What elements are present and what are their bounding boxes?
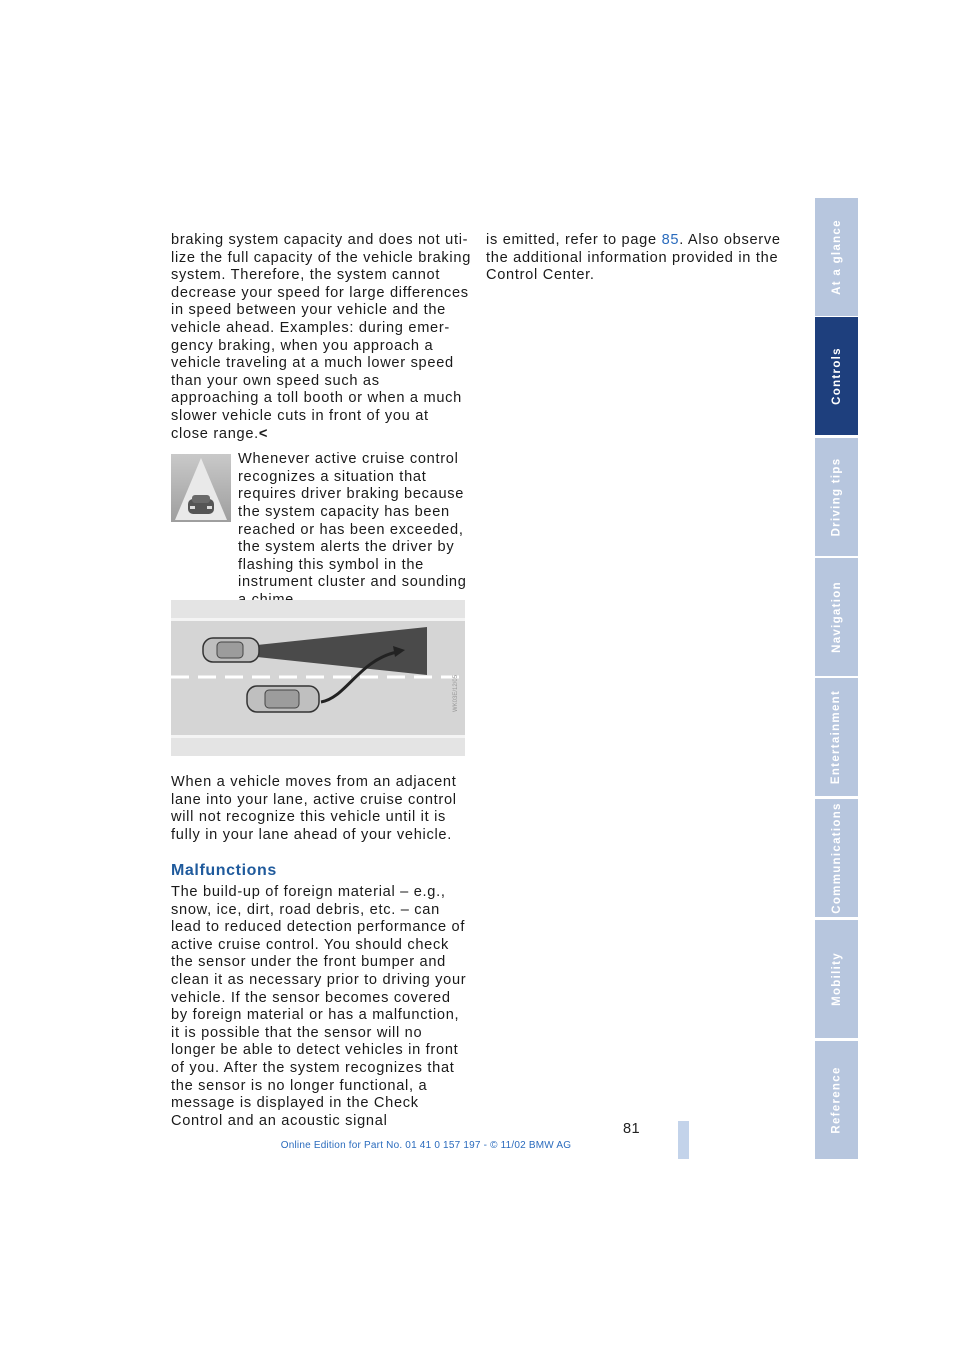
- swerving-car-icon: [247, 686, 319, 712]
- warning-block: [171, 451, 471, 609]
- right-paragraph: [486, 232, 786, 285]
- paragraph-text: braking system capacity and does not uti-lize the full capacity of the vehicle braking system. Therefore, the system cannot decrease your speed for large differences in speed between your vehicle and the vehicle ahead. Examples: during emer-gency braking, when you approach a vehicle traveling at a much lower speed than your own speed such as approaching a toll booth or when a much slower vehicle cuts in front of you at close range.: [171, 232, 472, 442]
- heading-malfunctions: Malfunctions: [171, 862, 277, 880]
- right-column: [486, 232, 786, 285]
- tab-label: At a glance: [830, 219, 843, 295]
- figure-code: WK03E/12/05: [453, 674, 459, 712]
- tab-controls[interactable]: [815, 317, 858, 435]
- footer: [0, 1140, 960, 1151]
- swerving-paragraph: When a vehicle moves from an adjacent lane into your lane, active cruise control will not recognize this vehicle until it is fully in your lane ahead of your vehicle.: [171, 774, 457, 843]
- malfunctions-paragraph: The build-up of foreign material – e.g., snow, ice, dirt, road debris, etc. – can lead to reduced detection performance of active cruise control. You should check the sensor under the front bumper and clean it as necessary prior to driving your vehicle. If the sensor becomes covered by foreign material or has a malfunction, it is possible that the sensor will no longer be able to detect vehicles in front of you. After the system recognizes that the sensor is no longer functional, a message is displayed in the Check Control and an acoustic signal: [171, 883, 467, 1129]
- tab-entertainment[interactable]: [815, 678, 858, 796]
- tab-label: Communications: [830, 802, 843, 914]
- paragraph-text: is emitted, refer to page: [486, 232, 662, 248]
- warning-paragraph: Whenever active cruise control recognizes a situation that requires driver braking because the system capacity has been reached or has been exceeded, the system alerts the driver by flashing this symbol in the instrument cluster and sounding: [238, 451, 467, 591]
- left-column-lower: [171, 774, 471, 1130]
- tab-label: Mobility: [830, 952, 843, 1006]
- footer-text[interactable]: Online Edition for Part No. 01 41 0 157 197 - © 11/02 BMW AG: [280, 1140, 572, 1151]
- tab-label: Controls: [830, 347, 843, 405]
- left-column: [171, 232, 471, 644]
- tab-label: Entertainment: [830, 689, 843, 785]
- braking-warning-icon: [171, 454, 231, 522]
- tab-at-a-glance[interactable]: [815, 198, 858, 316]
- tab-label: Navigation: [830, 581, 843, 653]
- end-marker: <: [258, 425, 269, 442]
- paragraph-text: . Also observe the additional information provided in the Control Center.: [486, 232, 781, 284]
- tab-label: Driving tips: [830, 457, 843, 537]
- tab-communications[interactable]: [815, 799, 858, 917]
- tab-driving-tips[interactable]: [815, 438, 858, 556]
- tab-navigation[interactable]: [815, 558, 858, 676]
- lead-car-icon: [203, 638, 259, 662]
- page-85-link[interactable]: 85: [661, 232, 680, 248]
- tab-label: Reference: [830, 1066, 843, 1134]
- swerving-vehicles-figure: [171, 600, 465, 756]
- page-number: 81: [623, 1121, 641, 1137]
- body-paragraph: [171, 232, 471, 443]
- tab-mobility[interactable]: [815, 920, 858, 1038]
